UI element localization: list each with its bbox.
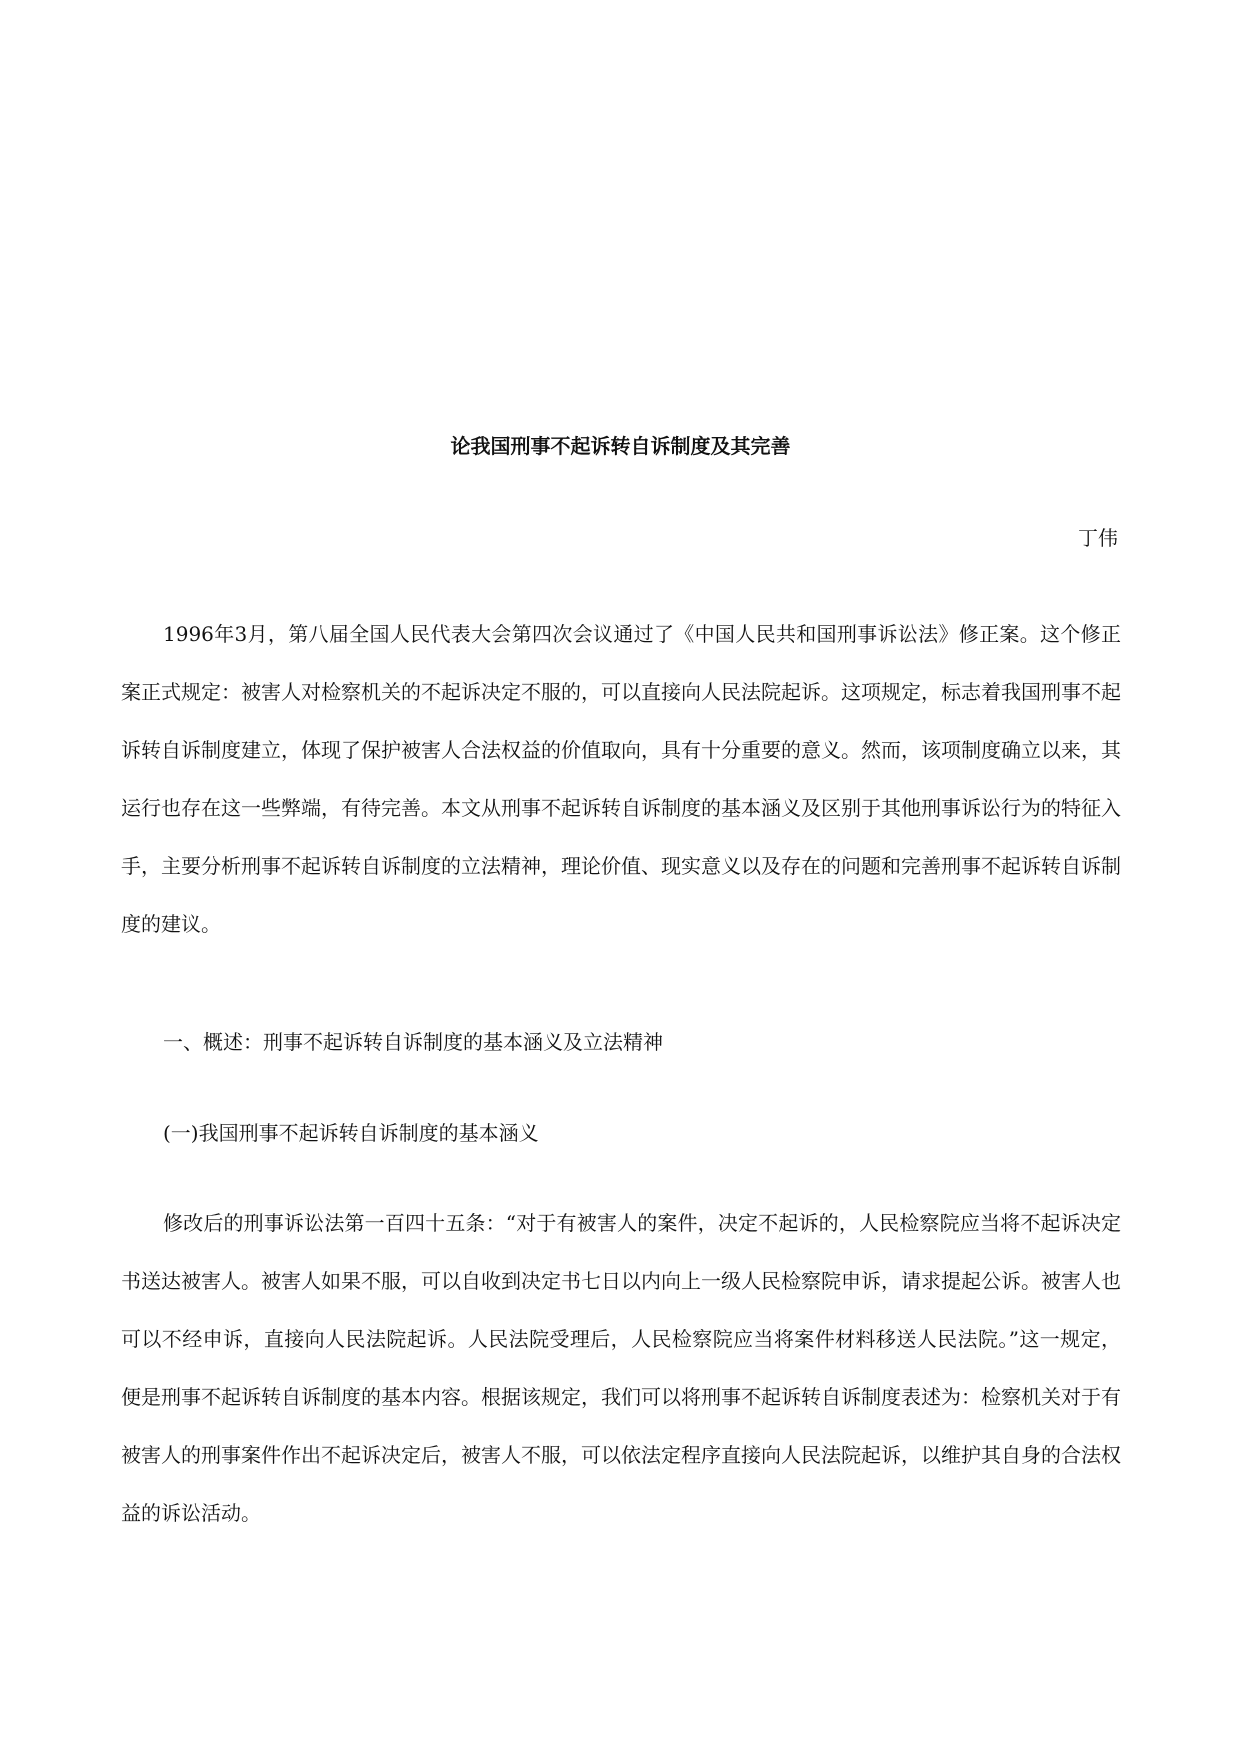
subsection-heading-block xyxy=(121,1104,1121,1162)
section-heading: 一、概述：刑事不起诉转自诉制度的基本涵义及立法精神 xyxy=(163,1030,663,1054)
intro-paragraph: 1996年3月，第八届全国人民代表大会第四次会议通过了《中国人民共和国刑事诉讼法》修正案。这个修正案正式规定：被害人对检察机关的不起诉决定不服的，可以直接向人民法院起诉。这项规定，标志着我国刑事不起诉转自诉制度建立，体现了保护被害人合法权益的价值取向，具有十分重要的意义。然而，该项制度确立以来，其运行也存在这一些弊端，有待完善。本文从刑事不起诉转自诉制度的基本涵义及区别于其他刑事诉讼行为的特征入手，主要分析刑事不起诉转自诉制度的立法精神，理论价值、现实意义以及存在的问题和完善刑事不起诉转自诉制度的建议。 xyxy=(121,622,1121,936)
author-name: 丁伟 xyxy=(1078,526,1118,550)
section-heading-block xyxy=(121,1013,1121,1071)
body-paragraph: 修改后的刑事诉讼法第一百四十五条：“对于有被害人的案件，决定不起诉的，人民检察院应当将不起诉决定书送达被害人。被害人如果不服，可以自收到决定书七日以内向上一级人民检察院申诉，请求提起公诉。被害人也可以不经申诉，直接向人民法院起诉。人民法院受理后，人民检察院应当将案件材料移送人民法院。”这一规定，便是刑事不起诉转自诉制度的基本内容。根据该规定，我们可以将刑事不起诉转自诉制度表述为：检察机关对于有被害人的刑事案件作出不起诉决定后，被害人不服，可以依法定程序直接向人民法院起诉，以维护其自身的合法权益的诉讼活动。 xyxy=(121,1211,1121,1525)
subsection-heading: (一)我国刑事不起诉转自诉制度的基本涵义 xyxy=(163,1121,539,1145)
document-title: 论我国刑事不起诉转自诉制度及其完善 xyxy=(450,434,791,458)
intro-paragraph-block xyxy=(121,605,1121,953)
body-paragraph-block xyxy=(121,1194,1121,1542)
